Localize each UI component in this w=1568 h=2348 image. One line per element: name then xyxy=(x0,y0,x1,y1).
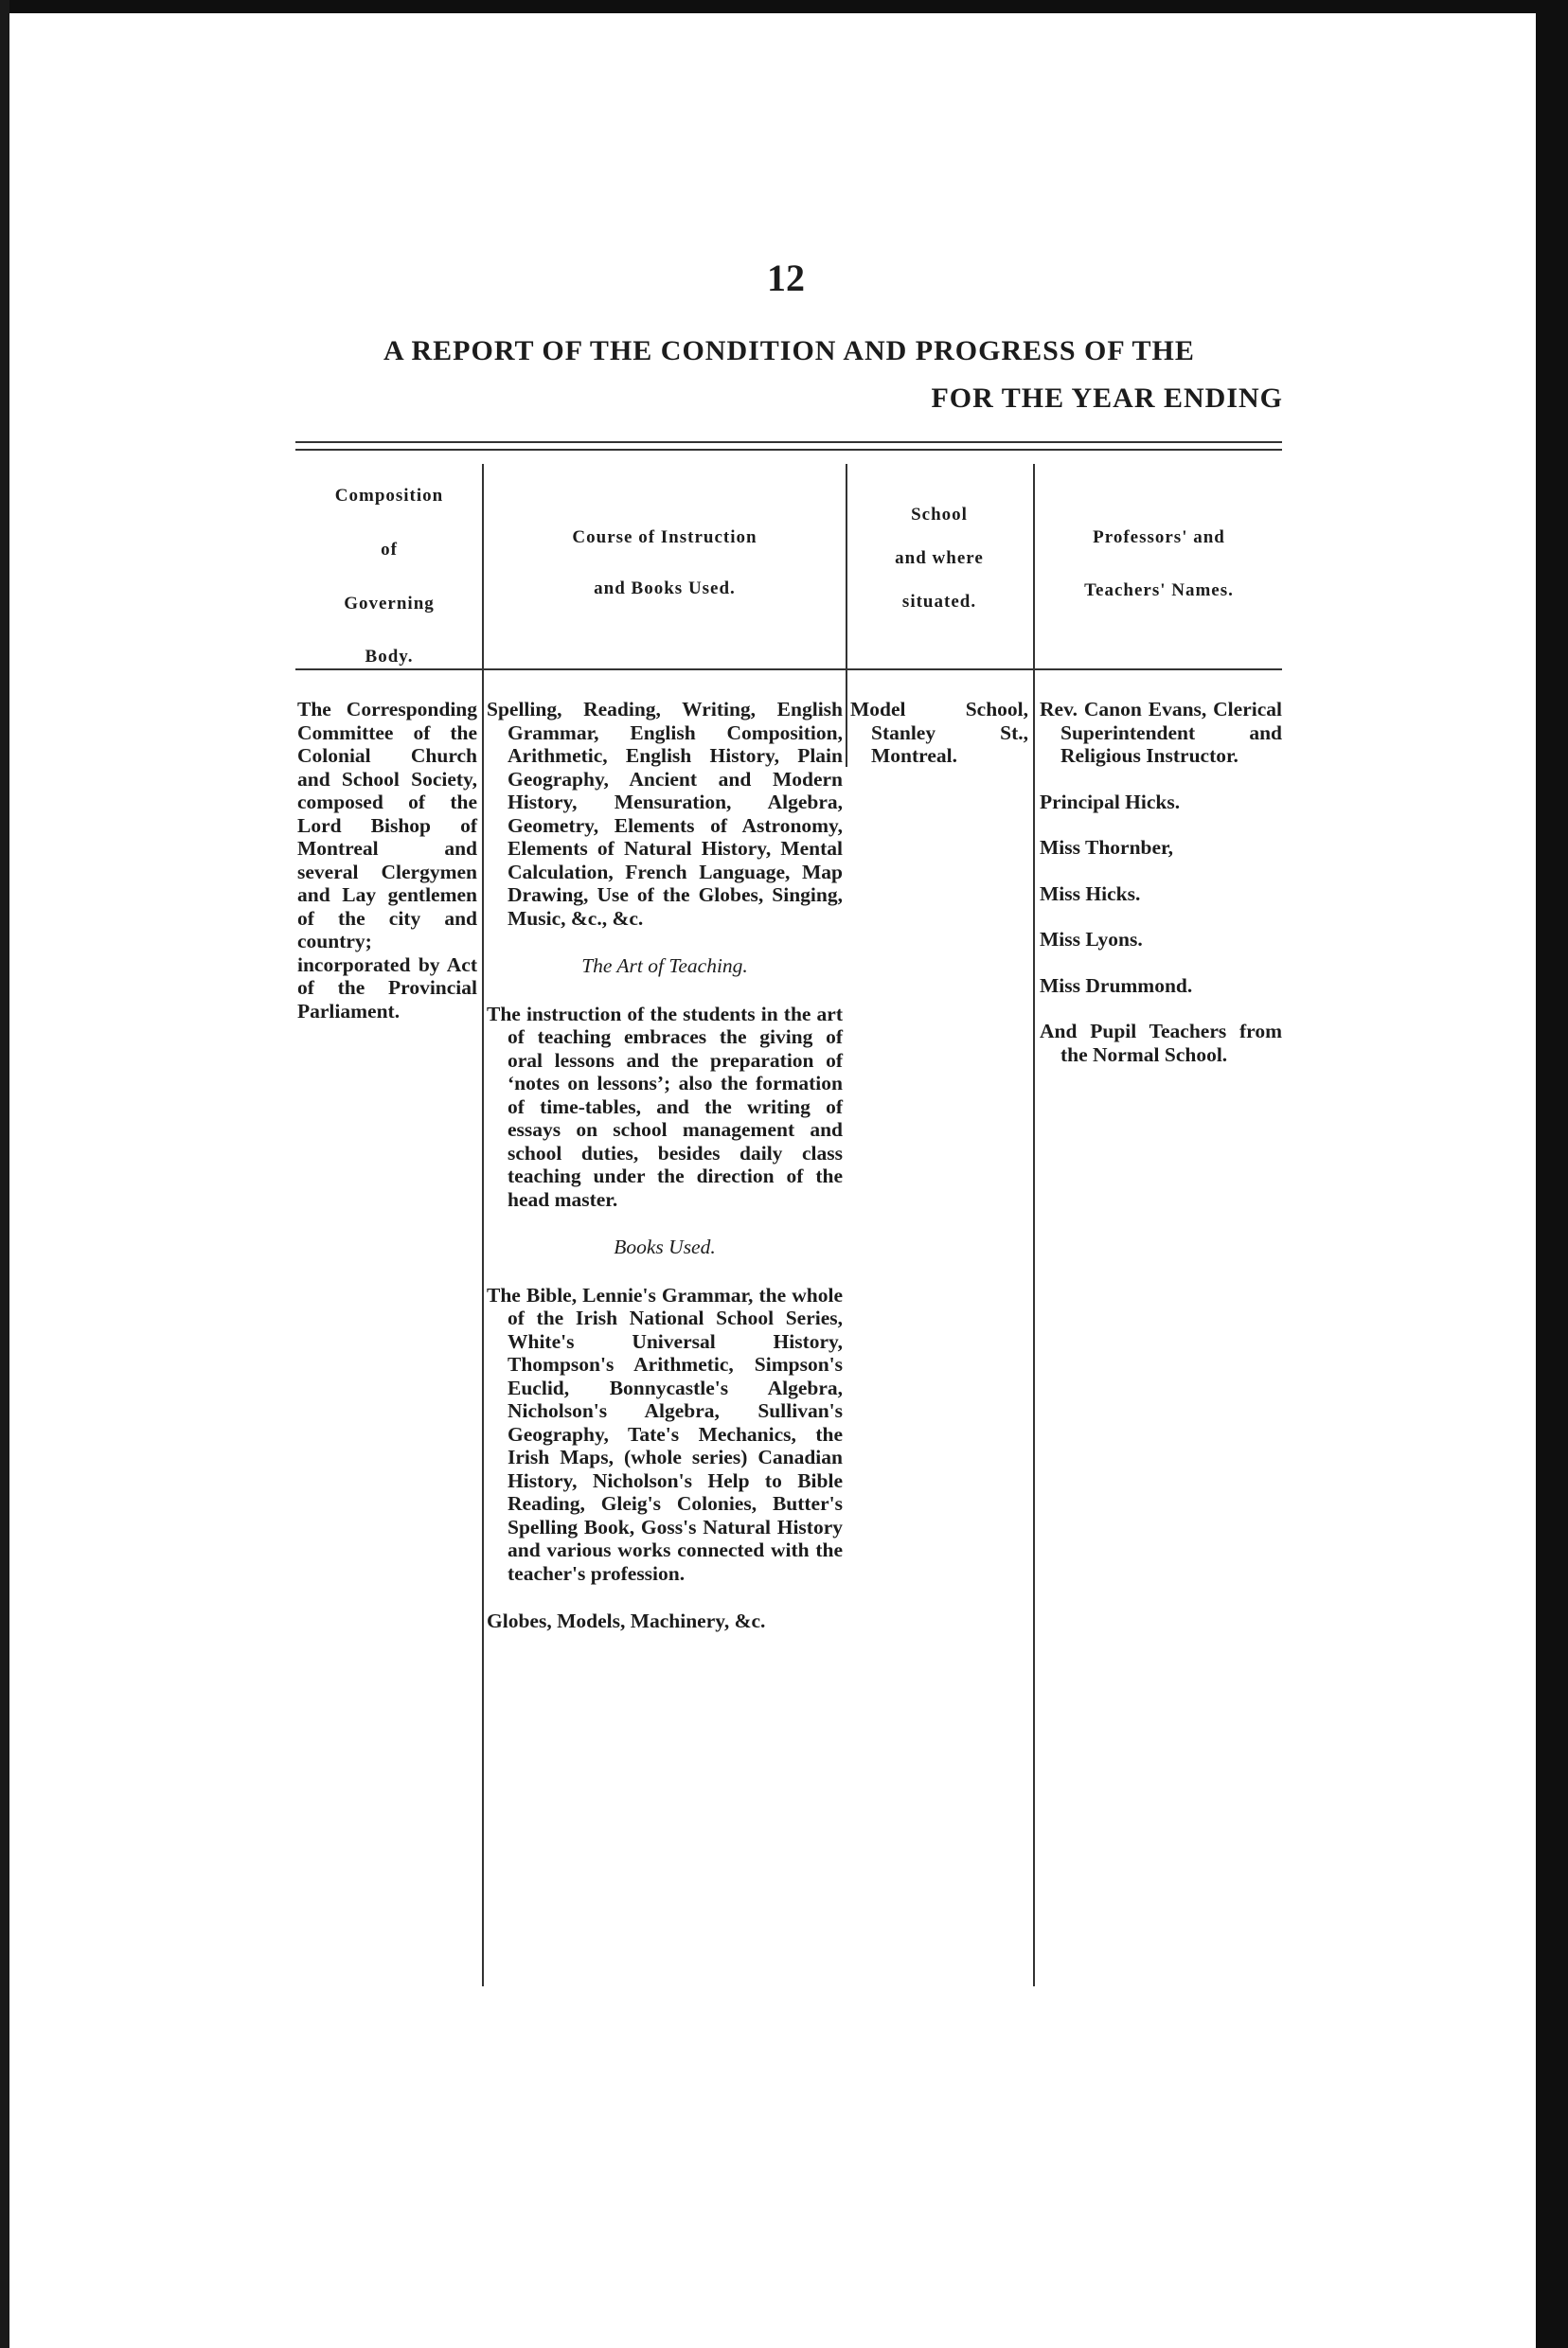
teacher-entry: And Pupil Teachers from the Normal School. xyxy=(1040,1020,1282,1066)
header-line: Professors' and xyxy=(1093,527,1225,547)
table-header-rule xyxy=(295,668,1282,670)
report-heading-line2: FOR THE YEAR ENDING xyxy=(931,382,1283,414)
header-line: and Books Used. xyxy=(594,578,736,598)
report-heading-line1: A REPORT OF THE CONDITION AND PROGRESS OF THE xyxy=(383,335,1195,366)
books-used-heading: Books Used. xyxy=(614,1236,716,1258)
column-header-course xyxy=(485,526,845,600)
teacher-entry: Miss Lyons. xyxy=(1040,928,1143,951)
column-header-teachers xyxy=(1036,526,1282,602)
table-top-rule xyxy=(295,441,1282,443)
page-number: 12 xyxy=(767,257,805,299)
books-used-text: The Bible, Lennie's Grammar, the whole of the Irish National School Series, White's Universal History, Thompson's Arithmetic, Simpson's Euclid, Bonnycastle's Algebra, Nicholson's Algebra, Sullivan's Geography, Tate's Mechanics, the Irish Maps, (whole series) Canadian History, Nicholson's Help to Bible Reading, Gleig's Colonies, Butter's Spelling Book, Goss's Natural History and various works connected with the teacher's profession. xyxy=(487,1283,843,1585)
header-line: Course of Instruction xyxy=(572,527,757,547)
teacher-entry: Miss Thornber, xyxy=(1040,836,1173,859)
table-top-rule-double xyxy=(295,449,1282,451)
header-line: and where xyxy=(895,547,984,568)
school-location xyxy=(850,698,1028,768)
course-subjects: Spelling, Reading, Writing, English Grammar, English Composition, Arithmetic, English History, Plain Geography, Ancient and Modern History, Mensuration, Algebra, Geometry, Elements of Astronomy, Elements of Natural History, Mental Calculation, French Language, Map Drawing, Use of the Globes, Singing, Music, &c., &c. xyxy=(487,698,843,930)
column-header-school xyxy=(848,504,1030,613)
teacher-entry: Miss Drummond. xyxy=(1040,973,1193,997)
column-divider-1 xyxy=(482,464,484,1986)
teacher-entry: Miss Hicks. xyxy=(1040,881,1141,905)
scan-left-border xyxy=(0,0,9,2348)
header-line: Body. xyxy=(365,647,414,667)
column-divider-3 xyxy=(1033,464,1035,1986)
school-text: Model School, Stanley St., Montreal. xyxy=(850,698,1028,767)
header-line: Governing xyxy=(344,593,435,614)
header-line: Composition xyxy=(334,486,444,506)
column-header-governing-body xyxy=(297,485,481,668)
header-line: Teachers' Names. xyxy=(1084,579,1234,600)
teacher-entry: Rev. Canon Evans, Clerical Superintendent and Religious Instructor. xyxy=(1040,698,1282,767)
teachers-list xyxy=(1040,698,1282,1089)
column-divider-2 xyxy=(846,464,847,767)
art-of-teaching-text: The instruction of the students in the art of teaching embraces the giving of oral lessons and the preparation of ‘notes on lessons’; also the formation of time-tables, and the writing of essays on school management and school duties, besides daily class teaching under the direction of the head master. xyxy=(487,1002,843,1211)
header-line: of xyxy=(381,539,398,560)
governing-body-text: The Corresponding Committee of the Colonial Church and School Society, composed of the Lord Bishop of Montreal and several Clergymen and Lay gentlemen of the city and country; incorporated by Act of the Provincial Parliament. xyxy=(297,698,477,1023)
art-of-teaching-heading: The Art of Teaching. xyxy=(581,954,748,977)
course-of-instruction xyxy=(487,698,843,1633)
scan-right-border xyxy=(1536,0,1568,2348)
equipment-text: Globes, Models, Machinery, &c. xyxy=(487,1610,766,1632)
header-line: School xyxy=(911,505,968,525)
header-line: situated. xyxy=(901,591,977,612)
teacher-entry: Principal Hicks. xyxy=(1040,790,1181,813)
scan-top-border xyxy=(0,0,1568,13)
